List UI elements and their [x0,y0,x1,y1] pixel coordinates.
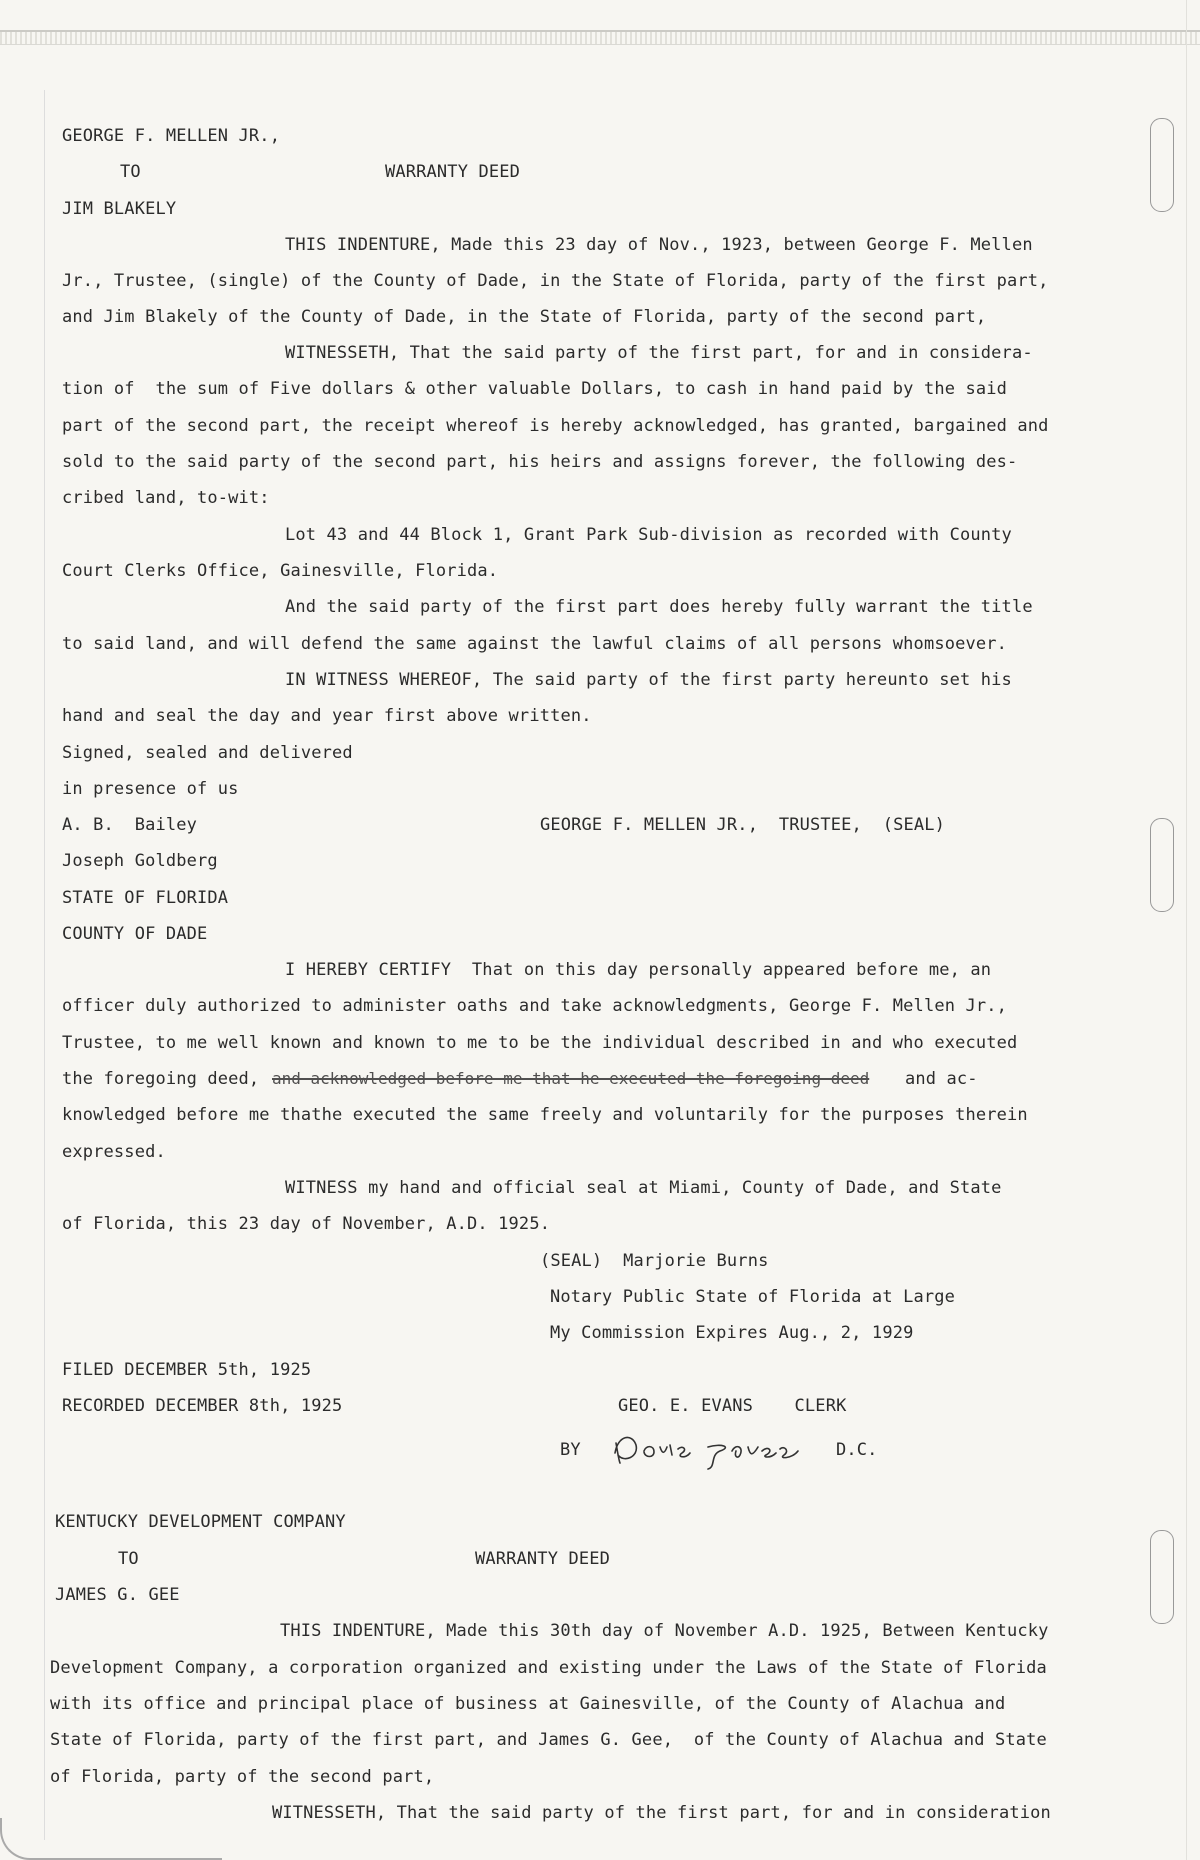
struck-out-text: and acknowledged before me that he executed the foregoing deed [272,1069,870,1088]
certify-line: officer duly authorized to administer oaths and take acknowledgments, George F. Mellen Jr., [62,996,1008,1016]
by-label: BY [560,1440,581,1460]
filed-date: FILED DECEMBER 5th, 1925 [62,1360,312,1380]
grantee-name: JAMES G. GEE [55,1585,180,1605]
witnesseth-line: part of the second part, the receipt whereof is hereby acknowledged, has granted, bargained and [62,416,1049,436]
witness-seal-line: WITNESS my hand and official seal at Miami, County of Dade, and State [285,1178,1002,1198]
land-description-line: Court Clerks Office, Gainesville, Florida. [62,561,499,581]
binder-punch-hole [1150,118,1174,212]
in-witness-line: hand and seal the day and year first above written. [62,706,592,726]
deed-title: WARRANTY DEED [475,1549,611,1569]
indenture-line: State of Florida, party of the first part, and James G. Gee, of the County of Alachua and State [50,1730,1047,1750]
deputy-clerk-label: D.C. [836,1440,878,1460]
grantee-name: JIM BLAKELY [62,199,177,219]
indenture-line: THIS INDENTURE, Made this 30th day of November A.D. 1925, Between Kentucky [280,1621,1049,1641]
certify-line: Trustee, to me well known and known to me to be the individual described in and who executed [62,1033,1018,1053]
witness-seal-line: of Florida, this 23 day of November, A.D. 1925. [62,1214,551,1234]
witnesseth-line: WITNESSETH, That the said party of the first part, for and in consideration [272,1803,1051,1823]
left-margin-line [44,90,45,1840]
indenture-line: with its office and principal place of business at Gainesville, of the County of Alachua and [50,1694,1006,1714]
clerk-line: GEO. E. EVANS CLERK [618,1396,847,1416]
notary-line: Notary Public State of Florida at Large [550,1287,956,1307]
right-edge-line [1186,0,1187,1860]
handwritten-signature [610,1425,810,1471]
foregoing-start: the foregoing deed, [62,1069,260,1089]
binder-punch-hole [1150,1530,1174,1624]
grantor-name: GEORGE F. MELLEN JR., [62,126,281,146]
signatory-line: GEORGE F. MELLEN JR., TRUSTEE, (SEAL) [540,815,946,835]
notary-line: My Commission Expires Aug., 2, 1929 [550,1323,914,1343]
signed-line: in presence of us [62,779,239,799]
indenture-line: and Jim Blakely of the County of Dade, in the State of Florida, party of the second part, [62,307,987,327]
witnesseth-line: sold to the said party of the second part, his heirs and assigns forever, the following des- [62,452,1018,472]
binder-punch-hole [1150,818,1174,912]
land-description-line: Lot 43 and 44 Block 1, Grant Park Sub-division as recorded with County [285,525,1012,545]
page-corner [0,1818,222,1860]
signed-line: Signed, sealed and delivered [62,743,353,763]
indenture-line: THIS INDENTURE, Made this 23 day of Nov., 1923, between George F. Mellen [285,235,1033,255]
acknowledged-line: knowledged before me thathe executed the same freely and voluntarily for the purposes therein [62,1105,1028,1125]
clerk-signature [610,1425,810,1471]
acknowledged-line: expressed. [62,1142,166,1162]
deed-title: WARRANTY DEED [385,162,521,182]
foregoing-end: and ac- [905,1069,978,1089]
witness-name: A. B. Bailey [62,815,198,835]
recorded-date: RECORDED DECEMBER 8th, 1925 [62,1396,343,1416]
state-label: STATE OF FLORIDA [62,888,229,908]
county-label: COUNTY OF DADE [62,924,208,944]
top-border [0,30,1200,45]
to-label: TO [118,1549,139,1569]
indenture-line: Jr., Trustee, (single) of the County of Dade, in the State of Florida, party of the first part, [62,271,1049,291]
warrant-line: to said land, and will defend the same against the lawful claims of all persons whomsoever. [62,634,1008,654]
notary-line: (SEAL) Marjorie Burns [540,1251,769,1271]
in-witness-line: IN WITNESS WHEREOF, The said party of the first party hereunto set his [285,670,1012,690]
to-label: TO [120,162,141,182]
witnesseth-line: tion of the sum of Five dollars & other valuable Dollars, to cash in hand paid by the said [62,379,1008,399]
certify-line: I HEREBY CERTIFY That on this day personally appeared before me, an [285,960,992,980]
indenture-line: Development Company, a corporation organized and existing under the Laws of the State of Florida [50,1658,1047,1678]
witness-name: Joseph Goldberg [62,851,218,871]
grantor-name: KENTUCKY DEVELOPMENT COMPANY [55,1512,346,1532]
witnesseth-line: WITNESSETH, That the said party of the first part, for and in considera- [285,343,1033,363]
witnesseth-line: cribed land, to-wit: [62,488,270,508]
warrant-line: And the said party of the first part does hereby fully warrant the title [285,597,1033,617]
indenture-line: of Florida, party of the second part, [50,1767,435,1787]
